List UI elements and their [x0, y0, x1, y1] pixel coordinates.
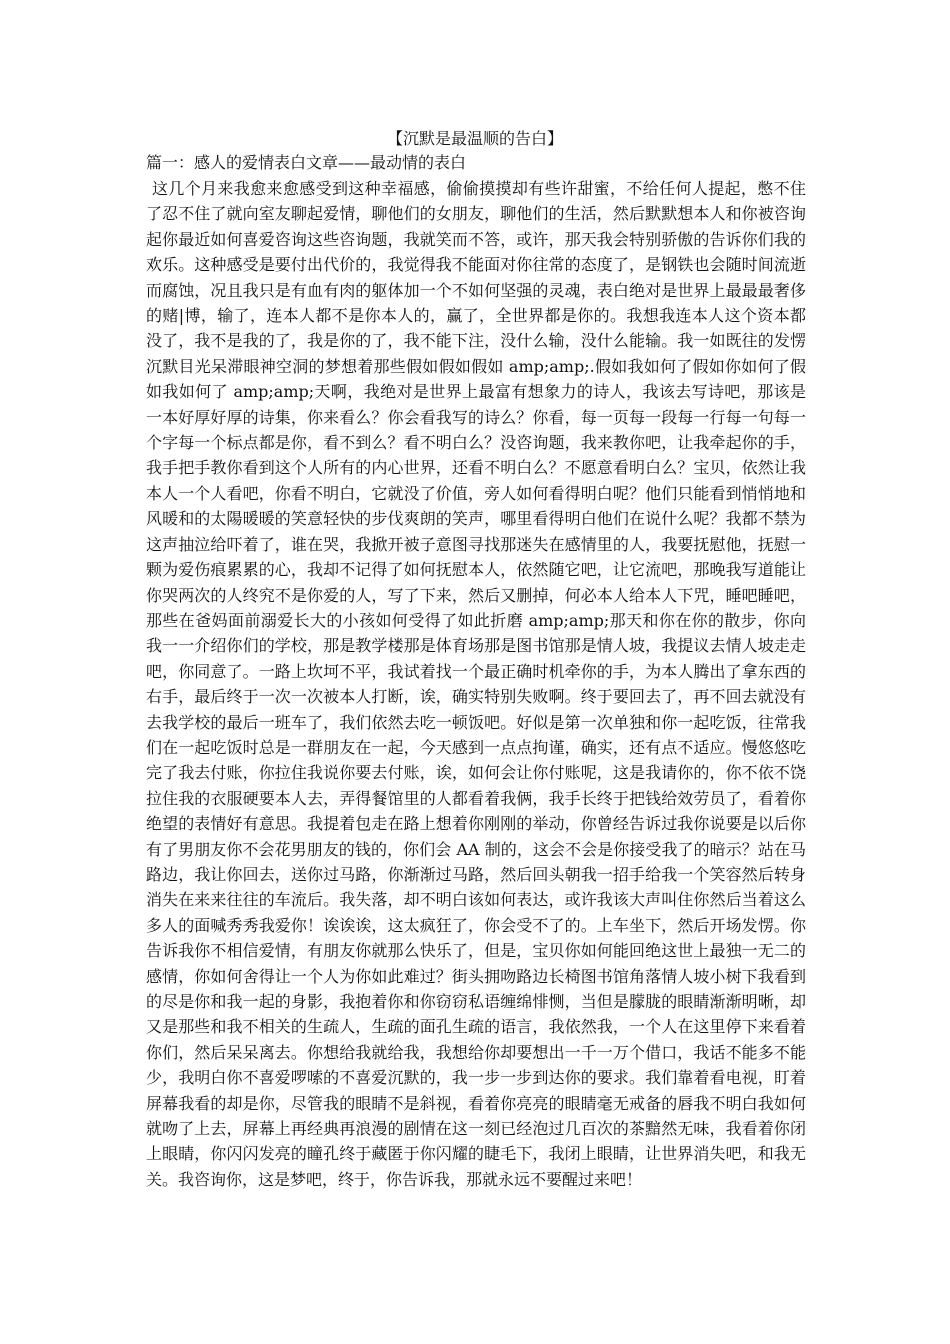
document-title: 【沉默是最温顺的告白】 — [386, 129, 563, 148]
body-paragraph: 这几个月来我愈来愈感受到这种幸福感，偷偷摸摸却有些许甜蜜，不给任何人提起，憋不住了忍不住了就向室友聊起爱情，聊他们的女朋友，聊他们的生活，然后默默想本人和你被咨询起你最近如何喜爱咨询这些咨询题，我就笑而不答，或许，那天我会特别骄傲的告诉你们我的欢乐。这种感受是要付出代价的，我觉得我不能面对你往常的态度了，是钢铁也会随时间流逝而腐蚀，况且我只是有血有肉的躯体加一个不如何坚强的灵魂，表白绝对是世界上最最最奢侈的赌|博，输了，连本人都不是你本人的，赢了，全世界都是你的。我想我连本人这个资本都没了，我不是我的了，我是你的了，我不能下注，没什么输，没什么能输。我一如既往的发愣沉默目光呆滞眼神空洞的梦想着那些假如假如假如 amp;amp;.假如我如何了假如你如何了假如我如何了 amp;amp;天啊，我绝对是世界上最富有想象力的诗人，我该去写诗吧，那该是一本好厚好厚的诗集，你来看么？你会看我写的诗么？你看，每一页每一段每一行每一句每一个字每一个标点都是你，看不到么？看不明白么？没咨询题，我来教你吧，让我牵起你的手，我手把手教你看到这个人所有的内心世界，还看不明白么？不愿意看明白么？宝贝，依然让我本人一个人看吧，你看不明白，它就没了价值，旁人如何看得明白呢？他们只能看到悄悄地和风暖和的太陽暖暖的笑意轻快的步伐爽朗的笑声，哪里看得明白他们在说什么呢？我都不禁为这声抽泣给吓着了，谁在哭，我掀开被子意图寻找那迷失在感情里的人，我要抚慰他，抚慰一颗为爱伤痕累累的心，我却不记得了如何抚慰本人，依然随它吧，让它流吧，那晚我写道能让你哭两次的人终究不是你爱的人，写了下来，然后又删掉，何必本人给本人下咒，睡吧睡吧，那些在爸妈面前溺爱长大的小孩如何受得了如此折磨 amp;amp;那天和你在你的散步，你向我一一介绍你们的学校，那是教学楼那是体育场那是图书馆那是情人坡，我提议去情人坡走走吧，你同意了。一路上坎坷不平，我试着找一个最正确时机牵你的手，为本人腾出了拿东西的右手，最后终于一次一次被本人打断，诶，确实特别失败啊。终于要回去了，再不回去就没有去我学校的最后一班车了，我们依然去吃一顿饭吧。好似是第一次单独和你一起吃饭，往常我们在一起吃饭时总是一群朋友在一起，今天感到一点点拘谨，确实，还有点不适应。慢悠悠吃完了我去付账，你拉住我说你要去付账，诶，如何会让你付账呢，这是我请你的，你不依不饶拉住我的衣服硬要本人去，弄得餐馆里的人都看着我俩，我手长终于把钱给效劳员了，看着你绝望的表情好有意思。我提着包走在路上想着你刚刚的举动，你曾经告诉过我你说要是以后你有了男朋友你不会花男朋友的钱的，你们会 AA 制的，这会不会是你接受我了的暗示？站在马路边，我让你回去，送你过马路，你渐渐过马路，然后回头朝我一招手给我一个笑容然后转身消失在来来往往的车流后。我失落，却不明白该如何表达，或许我该大声叫住你然后当着这么多人的面喊秀秀我爱你！诶诶诶，这太疯狂了，你会受不了的。上车坐下，然后开场发愣。你告诉我你不相信爱情，有朋友你就那么快乐了，但是，宝贝你如何能回绝这世上最独一无二的感情，你如何舍得让一个人为你如此难过？街头拥吻路边长椅图书馆角落情人坡小树下我看到的尽是你和我一起的身影，我抱着你和你窃窃私语缠绵悱恻，当但是朦胧的眼睛渐渐明晰，却又是那些和我不相关的生疏人，生疏的面孔生疏的语言，我依然我，一个人在这里停下来看着你们，然后呆呆离去。你想给我就给我，我想给你却要想出一千一万个借口，我话不能多不能少，我明白你不喜爱啰嗦的不喜爱沉默的，我一步一步到达你的要求。我们靠着看电视，盯着屏幕我看的却是你，尽管我的眼睛不是斜视，看着你亮亮的眼睛毫无戒备的唇我不明白我如何就吻了上去，屏幕上再经典再浪漫的剧情在这一刻已经泡过几百次的茶黯然无味，我看着你闭上眼睛，你闪闪发亮的瞳孔终于藏匿于你闪耀的睫毛下，我闭上眼睛，让世界消失吧，和我无关。我咨询你，这是梦吧，终于，你告诉我，那就永远不要醒过来吧！ — [146, 179, 806, 1189]
section-heading: 篇一：感人的爱情表白文章——最动情的表白 — [146, 153, 467, 172]
